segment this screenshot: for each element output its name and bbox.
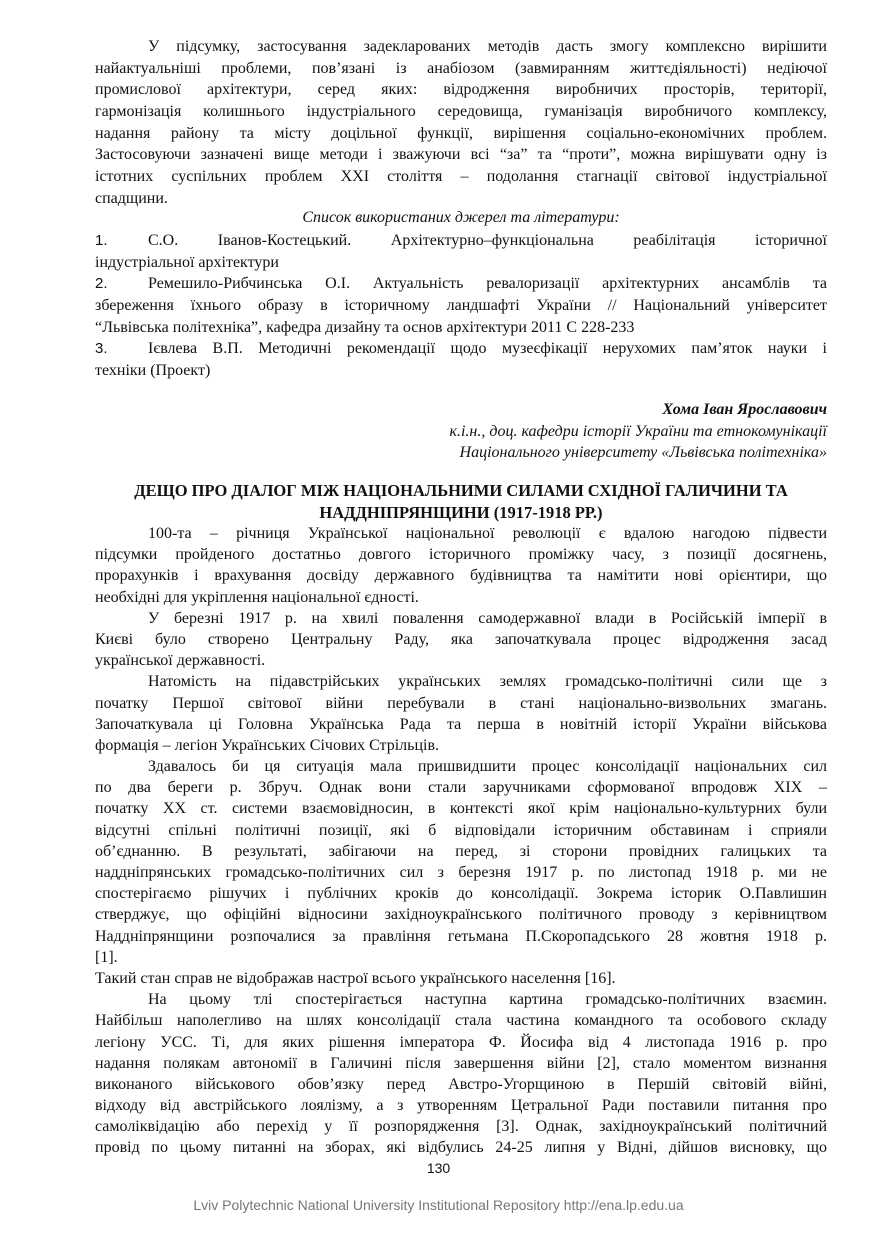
text-line: української державності.	[95, 652, 266, 670]
author-block	[95, 399, 827, 464]
text-line: самоліквідацію або перехід у її розпорядження [3]. Однак, західноукраїнський політичний	[95, 1118, 827, 1136]
text-line: Здавалось би ця ситуація мала пришвидшити процес консолідації національних сил	[148, 758, 827, 776]
reference-first-line	[95, 230, 827, 252]
reference-text: Ремешило-Рибчинська О.І. Актуальність ревалоризації архітектурних ансамблів та	[148, 275, 827, 293]
text-line: підсумки пройденого достатньо довгого історичного проміжку часу, з позиції досягнень,	[95, 546, 827, 564]
body-paragraph	[95, 523, 827, 608]
text-line: Такий стан справ не відображав настрої всього українського населення [16].	[95, 969, 616, 987]
text-line: спостерігаємо рішучих і публічних кроків до консолідації. Зокрема історик О.Павлишин	[95, 885, 827, 903]
page-number: 130	[426, 1160, 451, 1176]
text-line: виконаного військового обов’язку перед Австро-Угорщиною в Першій світовій війні,	[95, 1075, 827, 1093]
text-line: по два береги р. Збруч. Однак вони стали заручниками сформованої впродовж XIX –	[95, 779, 827, 797]
text-line: стверджує, що офіційні відносини західноукраїнського політичного проводу з керівництвом	[95, 906, 827, 924]
text-line: У березні 1917 р. на хвилі повалення самодержавної влади в Російській імперії в	[148, 609, 827, 627]
text-line: На цьому тлі спостерігається наступна картина громадсько-політичних взаємин.	[148, 991, 827, 1009]
text-line: провід по цьому питанні на зборах, які відбулись 24-25 липня у Відні, дійшов висновку, що	[95, 1139, 827, 1157]
text-line: початку XX ст. системи взаємовідносин, в контексті якої крім національно-культурних були	[95, 800, 827, 818]
reference-text: Ієвлева В.П. Методичні рекомендації щодо музеєфікації нерухомих пам’яток науки і	[148, 340, 827, 358]
text-line: Започаткувала ці Головна Українська Рада та перша в новітній історії України військова	[95, 715, 827, 733]
text-line: спадщини.	[95, 189, 168, 207]
text-line: відсутні спільні політичні позиції, які б відповідали історичним обставинам і сприяли	[95, 821, 827, 839]
reference-text: С.О. Іванов-Костецький. Архітектурно–функціональна реабілітація історичної	[148, 232, 827, 249]
body-paragraph	[95, 756, 827, 968]
reference-item	[95, 230, 827, 273]
text-line: необхідні для укріплення національної єдності.	[95, 588, 419, 606]
title-line: ДЕЩО ПРО ДІАЛОГ МІЖ НАЦІОНАЛЬНИМИ СИЛАМИ СХІДНОЇ ГАЛИЧИНИ ТА	[134, 481, 788, 500]
text-line: наддніпрянських громадсько-політичних сил з березня 1917 р. по листопад 1918 р. ми не	[95, 864, 827, 881]
text-line: надання полякам автономії в Галичині після завершення війни [2], стало моментом визнання	[95, 1054, 827, 1072]
text-line: найактуальніші проблеми, пов’язані із анабіозом (завмиранням життєдіяльності) недіючої	[95, 59, 827, 77]
reference-number: 3.	[95, 340, 108, 358]
text-line: істотних суспільних проблем XXI століття – подолання стагнації світової індустріальної	[95, 168, 827, 186]
text-line: промислової архітектури, серед яких: відродження виробничих просторів, території,	[95, 81, 827, 99]
reference-first-line	[95, 273, 827, 295]
reference-text: збереження їхнього образу в історичному ландшафті України // Національний університет	[95, 297, 827, 315]
references-heading: Список використаних джерел та літератури:	[302, 209, 620, 226]
references-list	[95, 230, 827, 382]
conclusion-paragraph	[95, 36, 827, 210]
reference-item	[95, 338, 827, 381]
author-position: к.і.н., доц. кафедри історії України та етнокомунікації	[449, 422, 827, 440]
text-line: об’єднанню. В результаті, забігаючи на перед, зі сторони провідних галицьких та	[95, 842, 827, 860]
body-paragraph	[95, 608, 827, 672]
text-line: надання району та місту доцільної функції, вирішення соціально-економічних проблем.	[95, 124, 827, 142]
reference-item	[95, 273, 827, 338]
text-line: Наддніпрянщини розпочалися за правління гетьмана П.Скоропадського 28 жовтня 1918 р.	[95, 927, 827, 945]
author-affiliation: Національного університету «Львівська політехніка»	[459, 444, 827, 462]
reference-text: техніки (Проект)	[95, 362, 211, 380]
reference-number: 2.	[95, 275, 108, 293]
text-line: формація – легіон Українських Січових Стрільців.	[95, 736, 440, 754]
article	[95, 480, 827, 1159]
reference-text: “Львівська політехніка”, кафедра дизайну та основ архітектури 2011 С 228-233	[95, 318, 635, 336]
body-paragraph	[95, 671, 827, 756]
text-line: Застосовуючи зазначені вище методи і зважуючи всі “за” та “проти”, можна вирішувати одну із	[95, 146, 827, 164]
references-section	[95, 206, 827, 382]
reference-first-line	[95, 338, 827, 360]
reference-number: 1.	[95, 232, 108, 249]
body-paragraph	[95, 989, 827, 1159]
text-line: відходу від австрійського лоялізму, а з утворенням Цетральної Ради поставили питання про	[95, 1097, 827, 1115]
text-line: [1].	[95, 948, 118, 966]
reference-text: індустріальної архітектури	[95, 253, 279, 271]
text-line: 100-та – річниця Української національної революції є вдалою нагодою підвести	[148, 525, 827, 542]
body-paragraph	[95, 968, 827, 989]
text-line: початку Першої світової війни перебували в стані національно-визвольних змагань.	[95, 694, 827, 712]
text-line: гармонізація колишнього індустріального середовища, гуманізація виробничого комплексу,	[95, 103, 827, 121]
text-line: Натомість на підавстрійських українських землях громадсько-політичні сили ще з	[148, 673, 827, 691]
article-body	[95, 523, 827, 1159]
text-line: легіону УСС. Ті, для яких рішення імператора Ф. Йосифа від 4 листопада 1916 р. про	[95, 1033, 827, 1051]
text-line: Найбільш наполегливо на шлях консолідації стала частина командного та особового складу	[95, 1012, 827, 1030]
title-line: НАДДНІПРЯНЩИНИ (1917-1918 РР.)	[319, 502, 603, 522]
author-name: Хома Іван Ярославович	[662, 401, 827, 418]
repository-footer: Lviv Polytechnic National University Institutional Repository http://ena.lp.edu.ua	[193, 1197, 684, 1213]
article-title	[95, 480, 827, 523]
text-line: У підсумку, застосування задекларованих методів дасть змогу комплексно вирішити	[148, 38, 827, 55]
text-line: Києві було створено Центральну Раду, яка започаткувала процес відродження засад	[95, 630, 827, 648]
text-line: прорахунків і врахування досвіду державного будівництва та намітити нові орієнтири, що	[95, 567, 827, 585]
